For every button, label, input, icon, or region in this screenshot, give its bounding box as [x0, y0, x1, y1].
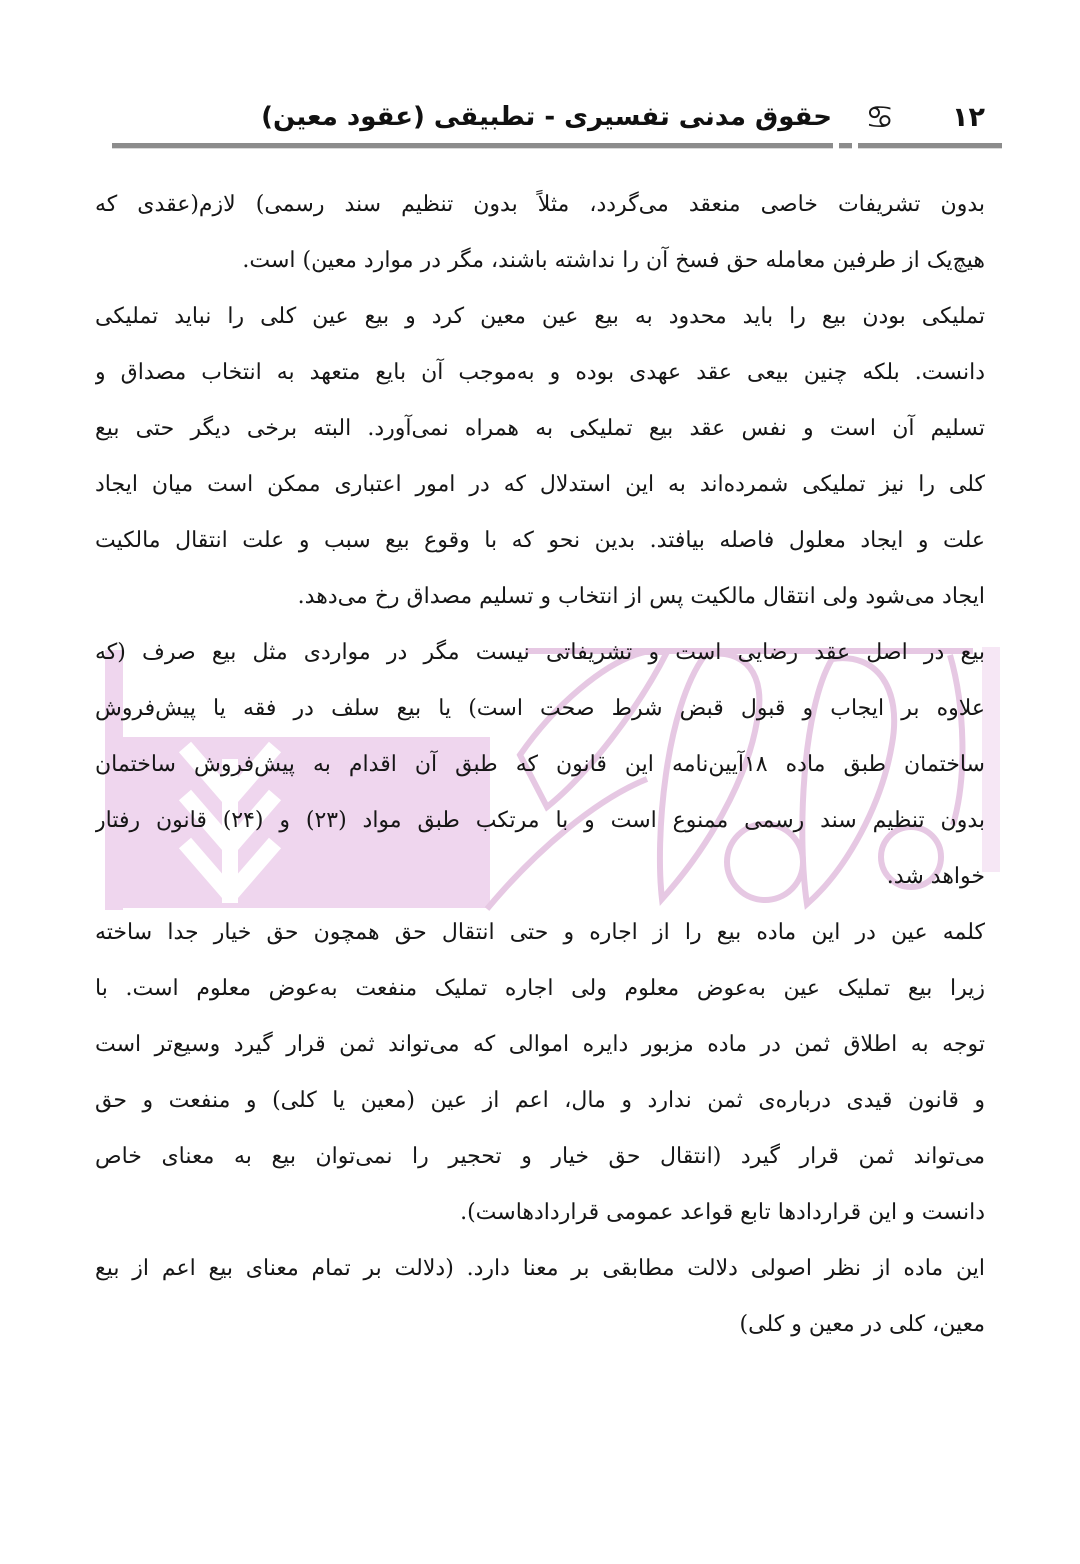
text-line: این ماده از نظر اصولی دلالت مطابقی بر معنا دارد. (دلالت بر تمام معنای بیع اعم از بیع [95, 1256, 985, 1281]
text-line: بدون تنظیم سند رسمی ممنوع است و با مرتکب طبق مواد (۲۳) و (۲۴) قانون رفتار [95, 808, 985, 833]
text-line: علت و ایجاد معلول فاصله بیافتد. بدین نحو که با وقوع بیع سبب و علت انتقال مالکیت [95, 528, 985, 553]
text-line: زیرا بیع تملیک عین به‌عوض معلوم ولی اجاره تملیک منفعت به‌عوض معلوم است. با [95, 976, 985, 1001]
text-line: هیچ‌یک از طرفین معامله حق فسخ آن را نداشته باشند، مگر در موارد معین) است. [242, 248, 985, 273]
header-ornament-icon: ♋ [865, 98, 894, 136]
text-line: کلی را نیز تملیکی شمرده‌اند به این استدلال که در امور اعتباری ممکن است میان ایجاد [95, 472, 985, 497]
text-line: ایجاد می‌شود ولی انتقال مالکیت پس از انتخاب و تسلیم مصداق رخ می‌دهد. [297, 584, 985, 609]
text-line: و قانون قیدی درباره‌ی ثمن ندارد و مال، اعم از عین (معین یا کلی) و منفعت و حق [95, 1088, 985, 1113]
text-line: می‌تواند ثمن قرار گیرد (انتقال حق خیار و تحجیر را نمی‌توان بیع به معنای خاص [95, 1144, 985, 1169]
text-line: بیع در اصل عقد رضایی است و تشریفاتی نیست مگر در مواردی مثل بیع صرف (که [95, 640, 985, 665]
text-line: بدون تشریفات خاصی منعقد می‌گردد، مثلاً بدون تنظیم سند رسمی) لازم(عقدی که [95, 192, 985, 217]
text-line: تسلیم آن است و نفس عقد بیع تملیکی به همراه نمی‌آورد. البته برخی دیگر حتی بیع [95, 416, 985, 441]
text-line: توجه به اطلاق ثمن در ماده مزبور دایره اموالی که می‌تواند ثمن قرار گیرد وسیع‌تر است [95, 1032, 985, 1057]
text-line: علاوه بر ایجاب و قبول قبض شرط صحت است) یا بیع سلف در فقه یا پیش‌فروش [95, 696, 985, 721]
text-line: کلمه عین در این ماده بیع را از اجاره و حتی انتقال حق همچون حق خیار جدا ساخته [95, 920, 985, 945]
header-rule-gap [852, 143, 858, 149]
text-line: دانست. بلکه چنین بیعی عقد عهدی بوده و به‌موجب آن بایع متعهد به انتخاب مصداق و [95, 360, 985, 385]
header-rule [112, 143, 1002, 149]
running-head-title: حقوق مدنی تفسیری - تطبیقی (عقود معین) [261, 102, 832, 132]
text-line: تملیکی بودن بیع را باید محدود به بیع عین معین کرد و بیع عین کلی را نباید تملیکی [95, 304, 985, 329]
text-line: ساختمان طبق ماده ۱۸آیین‌نامه این قانون که طبق آن اقدام به پیش‌فروش ساختمان [95, 752, 985, 777]
text-line: معین، کلی در معین و کلی) [739, 1312, 985, 1337]
text-line: خواهد شد. [886, 864, 985, 889]
header-rule-gap [833, 143, 839, 149]
text-line: دانست و این قراردادها تابع قواعد عمومی قراردادهاست). [460, 1200, 985, 1225]
page-number: ۱۲ [952, 102, 985, 133]
body-text [95, 177, 985, 1353]
